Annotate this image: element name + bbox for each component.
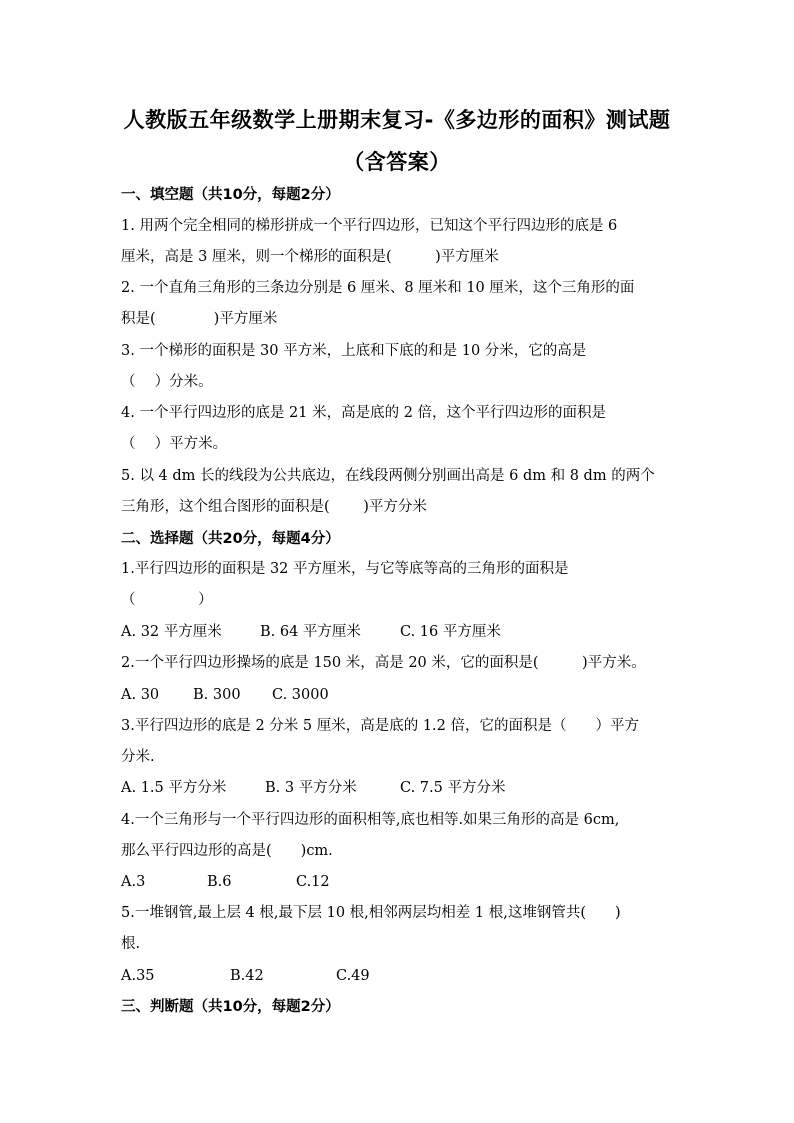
fill-question-2-line-1: 2. 一个直角三角形的三条边分别是 6 厘米、8 厘米和 10 厘米，这个三角形的面 bbox=[121, 280, 635, 296]
fill-question-4-line-2: （ ）平方米。 bbox=[121, 436, 228, 452]
fill-question-3-line-2: （ ）分米。 bbox=[121, 374, 213, 390]
fill-question-5-line-2: 三角形，这个组合图形的面积是( )平方分米 bbox=[121, 499, 427, 515]
fill-question-3-line-1: 3. 一个梯形的面积是 30 平方米，上底和下底的和是 10 分米，它的高是 bbox=[121, 343, 587, 359]
choice-question-2-option-c: C. 3000 bbox=[272, 687, 329, 703]
choice-question-4-line-1: 4.一个三角形与一个平行四边形的面积相等,底也相等.如果三角形的高是 6cm, bbox=[121, 812, 620, 828]
page-title: 人教版五年级数学上册期末复习-《多边形的面积》测试题 bbox=[123, 108, 671, 132]
choice-question-3-line-2: 分米. bbox=[121, 749, 155, 765]
choice-question-5-option-b: B.42 bbox=[230, 968, 264, 984]
choice-question-5-line-1: 5.一堆钢管,最上层 4 根,最下层 10 根,相邻两层均相差 1 根,这堆钢管共( ) bbox=[121, 905, 621, 921]
choice-question-4-option-b: B.6 bbox=[207, 874, 232, 890]
choice-question-2-option-b: B. 300 bbox=[193, 687, 241, 703]
choice-question-3-option-c: C. 7.5 平方分米 bbox=[400, 780, 506, 796]
choice-question-2-option-a: A. 30 bbox=[121, 687, 160, 703]
fill-question-2-line-2: 积是( )平方厘米 bbox=[121, 311, 278, 327]
choice-question-4-line-2: 那么平行四边形的高是( )cm. bbox=[121, 843, 333, 859]
choice-question-1-option-a: A. 32 平方厘米 bbox=[121, 624, 222, 640]
choice-question-3-option-b: B. 3 平方分米 bbox=[265, 780, 357, 796]
choice-question-2-line-1: 2.一个平行四边形操场的底是 150 米，高是 20 米，它的面积是( )平方米。 bbox=[121, 655, 646, 671]
choice-question-1-option-b: B. 64 平方厘米 bbox=[260, 624, 361, 640]
choice-question-5-line-2: 根. bbox=[121, 936, 141, 952]
fill-question-1-line-2: 厘米，高是 3 厘米，则一个梯形的面积是( )平方厘米 bbox=[121, 249, 499, 265]
fill-question-5-line-1: 5. 以 4 dm 长的线段为公共底边，在线段两侧分别画出高是 6 dm 和 8 dm 的两个 bbox=[121, 468, 655, 484]
choice-question-1-option-c: C. 16 平方厘米 bbox=[400, 624, 501, 640]
choice-question-1-line-1: 1.平行四边形的面积是 32 平方厘米，与它等底等高的三角形的面积是 bbox=[121, 561, 569, 577]
section-heading-judgement: 三、判断题（共10分，每题2分） bbox=[121, 999, 340, 1015]
section-heading-choice: 二、选择题（共20分，每题4分） bbox=[121, 531, 340, 547]
section-heading-fill: 一、填空题（共10分，每题2分） bbox=[121, 187, 340, 203]
choice-question-1-line-2: （ ） bbox=[121, 592, 213, 608]
choice-question-5-option-a: A.35 bbox=[121, 968, 155, 984]
choice-question-4-option-c: C.12 bbox=[296, 874, 330, 890]
page-subtitle: （含答案） bbox=[343, 150, 451, 174]
choice-question-4-option-a: A.3 bbox=[121, 874, 146, 890]
choice-question-3-line-1: 3.平行四边形的底是 2 分米 5 厘米，高是底的 1.2 倍，它的面积是（ ）平方 bbox=[121, 718, 639, 734]
choice-question-3-option-a: A. 1.5 平方分米 bbox=[121, 780, 227, 796]
choice-question-5-option-c: C.49 bbox=[336, 968, 370, 984]
fill-question-1-line-1: 1. 用两个完全相同的梯形拼成一个平行四边形，已知这个平行四边形的底是 6 bbox=[121, 218, 618, 234]
fill-question-4-line-1: 4. 一个平行四边形的底是 21 米，高是底的 2 倍，这个平行四边形的面积是 bbox=[121, 405, 607, 421]
